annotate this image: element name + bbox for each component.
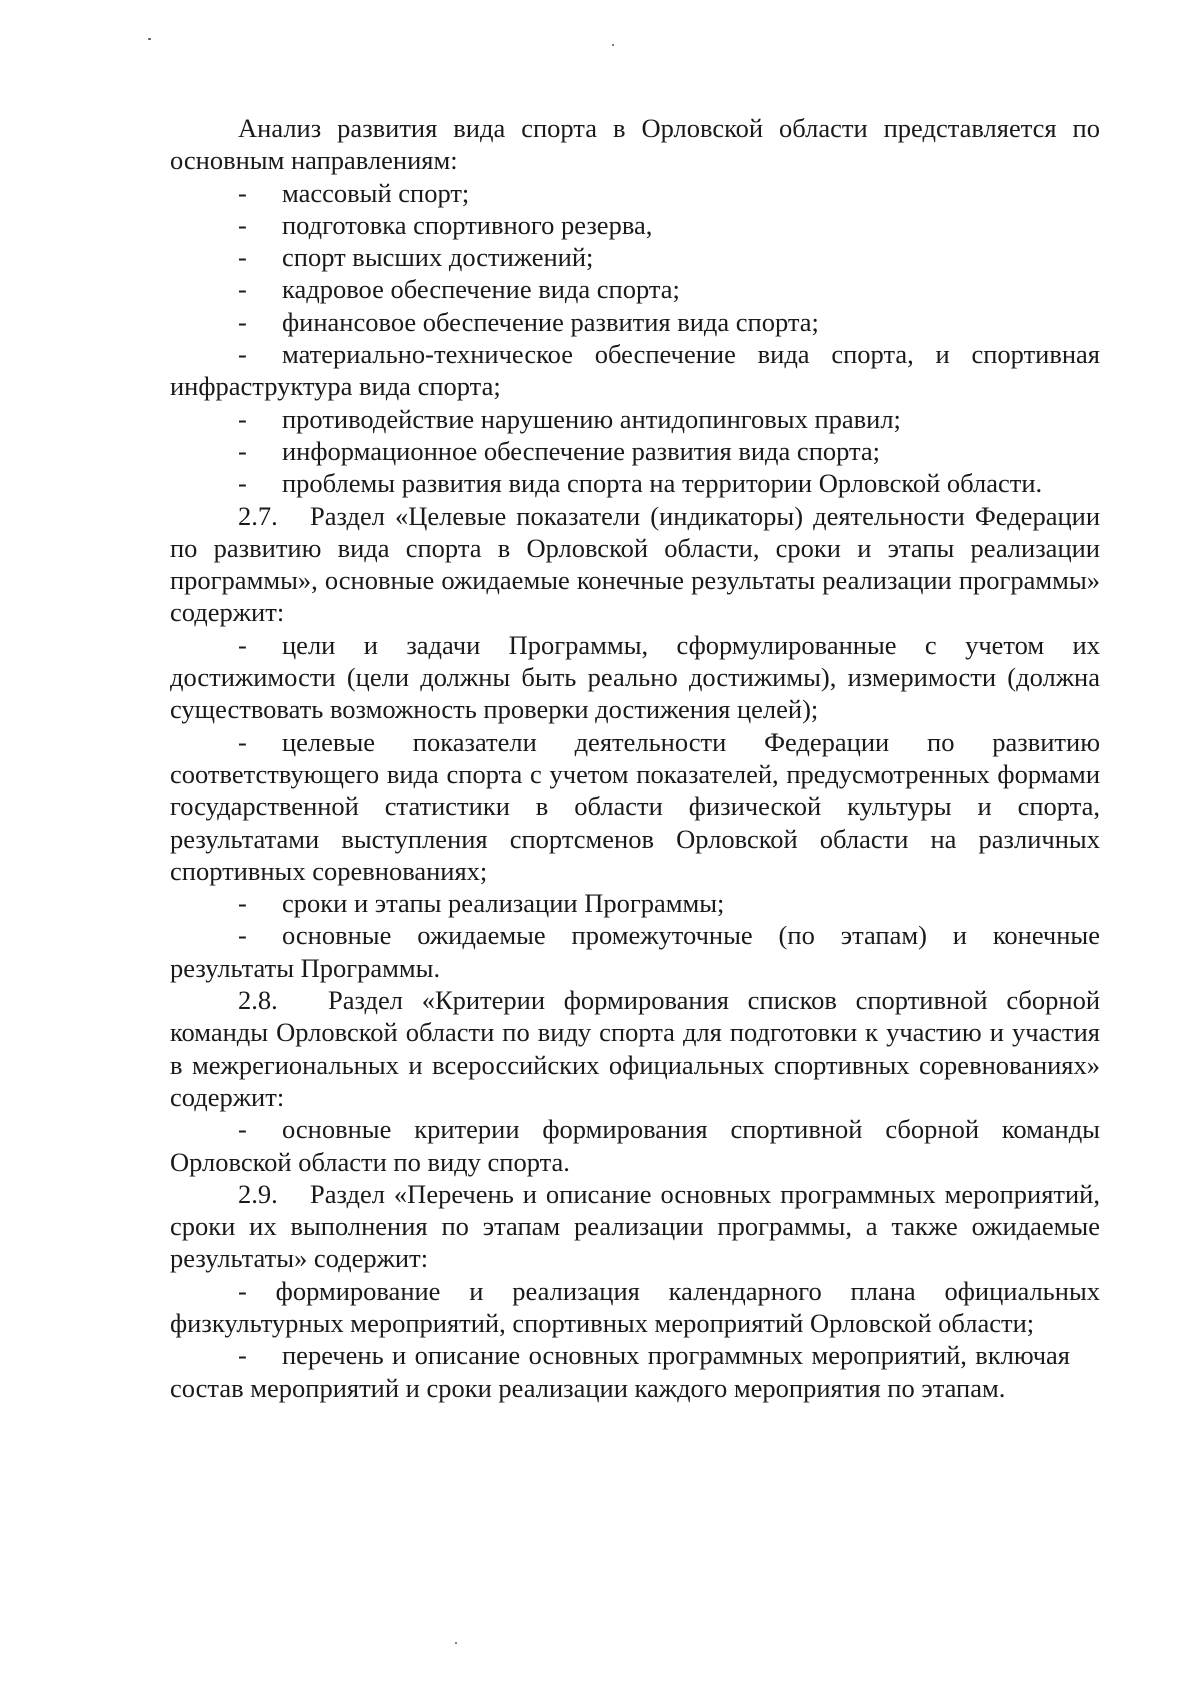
section-number: 2.8.: [238, 985, 278, 1016]
list-item: - информационное обеспечение развития вида спорта;: [238, 435, 881, 466]
intro-paragraph: Анализ развития вида спорта в Орловской области представляется по основным направлениям:: [170, 113, 1100, 176]
list-item: - подготовка спортивного резерва,: [238, 209, 653, 240]
list-item: - массовый спорт;: [238, 177, 470, 208]
list-item: - спорт высших достижений;: [238, 242, 594, 273]
section-number: 2.7.: [238, 500, 278, 531]
list-item: - основные ожидаемые промежуточные (по этапам) и конечные результаты Программы.: [170, 920, 1100, 983]
list-item: - проблемы развития вида спорта на территории Орловской области.: [238, 468, 1043, 499]
list-item: - основные критерии формирования спортивной сборной команды Орловской области по виду спорта.: [170, 1114, 1100, 1177]
document-body: [170, 112, 1100, 1404]
scan-speck: [612, 44, 614, 46]
list-item: - формирование и реализация календарного плана официальных физкультурных мероприятий, спортивных мероприятий Орловской области;: [170, 1275, 1100, 1338]
list-item: - цели и задачи Программы, сформулированные с учетом их достижимости (цели должны быть реально достижимы), измеримости (должна существовать возможность проверки достижения целей);: [170, 629, 1100, 725]
list-item: - финансовое обеспечение развития вида спорта;: [238, 306, 819, 337]
section-2-7: 2.7. Раздел «Целевые показатели (индикаторы) деятельности Федерации по развитию вида спорта в Орловской области, сроки и этапы реализации программы», основные ожидаемые конечные результаты реализации программы» содержит:: [170, 500, 1100, 628]
list-item: - целевые показатели деятельности Федерации по развитию соответствующего вида спорта с учетом показателей, предусмотренных формами государственной статистики в области физической культуры и спорта, результатами выступления спортсменов Орловской области на различных спортивных соревнованиях;: [170, 726, 1100, 886]
scan-speck: [455, 1642, 457, 1644]
list-item: - противодействие нарушению антидопинговых правил;: [238, 403, 901, 434]
section-2-8: 2.8. Раздел «Критерии формирования списков спортивной сборной команды Орловской области по виду спорта для подготовки к участию и участия в межрегиональных и всероссийских официальных спортивных соревнованиях» содержит:: [170, 985, 1100, 1112]
section-number: 2.9.: [238, 1178, 278, 1209]
list-item: - сроки и этапы реализации Программы;: [238, 888, 725, 919]
section-2-9: 2.9. Раздел «Перечень и описание основных программных мероприятий, сроки их выполнения по этапам реализации программы, а также ожидаемые результаты» содержит:: [170, 1178, 1100, 1274]
list-item: - перечень и описание основных программных мероприятий, включая состав мероприятий и сроки реализации каждого мероприятия по этапам.: [170, 1340, 1070, 1403]
scan-speck: [148, 38, 151, 40]
list-item: - кадровое обеспечение вида спорта;: [238, 274, 680, 305]
list-item: - материально-техническое обеспечение вида спорта, и спортивная инфраструктура вида спорта;: [170, 339, 1100, 402]
